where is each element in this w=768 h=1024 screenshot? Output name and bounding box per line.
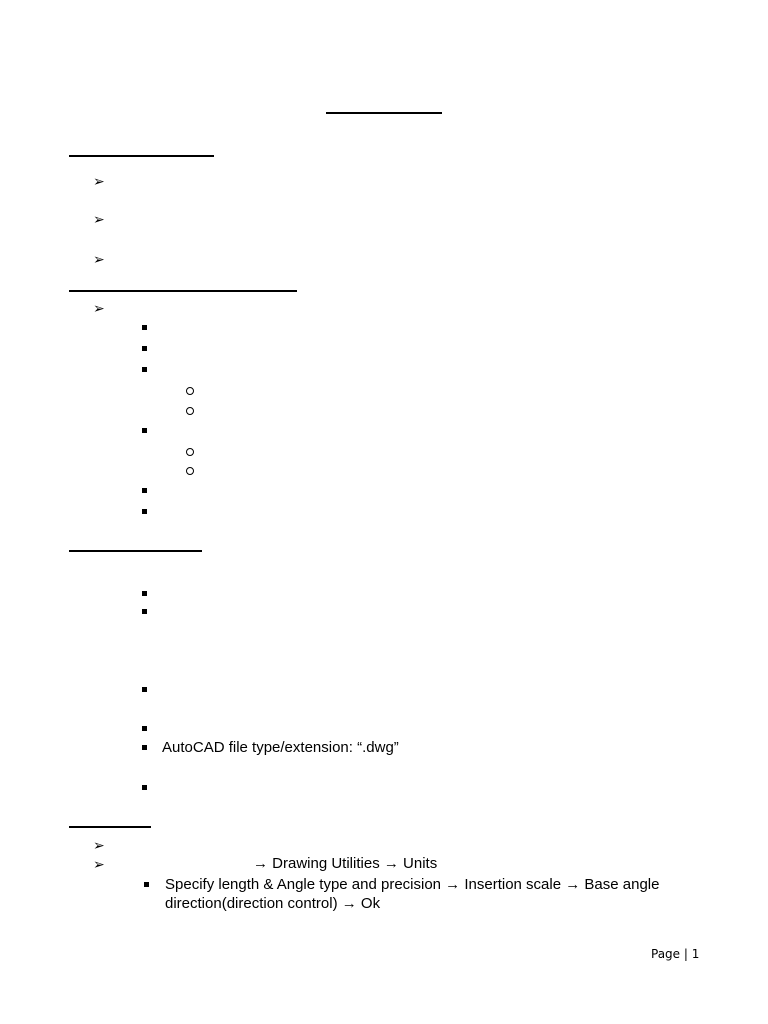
units-item-line-2: direction(direction control) → Ok [165,895,381,912]
square-bullet-icon [142,609,147,614]
page-separator: | [683,947,688,961]
square-bullet-icon [142,785,147,790]
section-3-heading-underline [69,550,202,552]
square-bullet-icon [142,745,147,750]
square-bullet-icon [142,726,147,731]
arrow-bullet-icon: ➢ [93,837,105,853]
circle-bullet-icon [186,407,194,415]
square-bullet-icon [142,367,147,372]
arrow-bullet-icon: ➢ [93,211,105,227]
section-4-heading-underline [69,826,151,828]
arrow-bullet-icon: ➢ [93,173,105,189]
square-bullet-icon [142,428,147,433]
circle-bullet-icon [186,448,194,456]
file-type-item: AutoCAD file type/extension: “.dwg” [162,739,399,756]
section-1-heading-underline [69,155,214,157]
square-bullet-icon [142,509,147,514]
square-bullet-icon [142,591,147,596]
square-bullet-icon [142,325,147,330]
title-underline [326,112,442,114]
arrow-bullet-icon: ➢ [93,856,105,872]
section-2-heading-underline [69,290,297,292]
arrow-bullet-icon: ➢ [93,300,105,316]
units-item-line-1: Specify length & Angle type and precision → Insertion scale → Base angle [165,876,660,893]
page-label: Page [651,947,681,961]
circle-bullet-icon [186,387,194,395]
square-bullet-icon [142,346,147,351]
page-number: 1 [691,947,700,961]
square-bullet-icon [144,882,149,887]
square-bullet-icon [142,687,147,692]
arrow-bullet-icon: ➢ [93,251,105,267]
page-footer [651,947,699,961]
square-bullet-icon [142,488,147,493]
circle-bullet-icon [186,467,194,475]
menu-path-text: → Drawing Utilities → Units [253,855,438,872]
